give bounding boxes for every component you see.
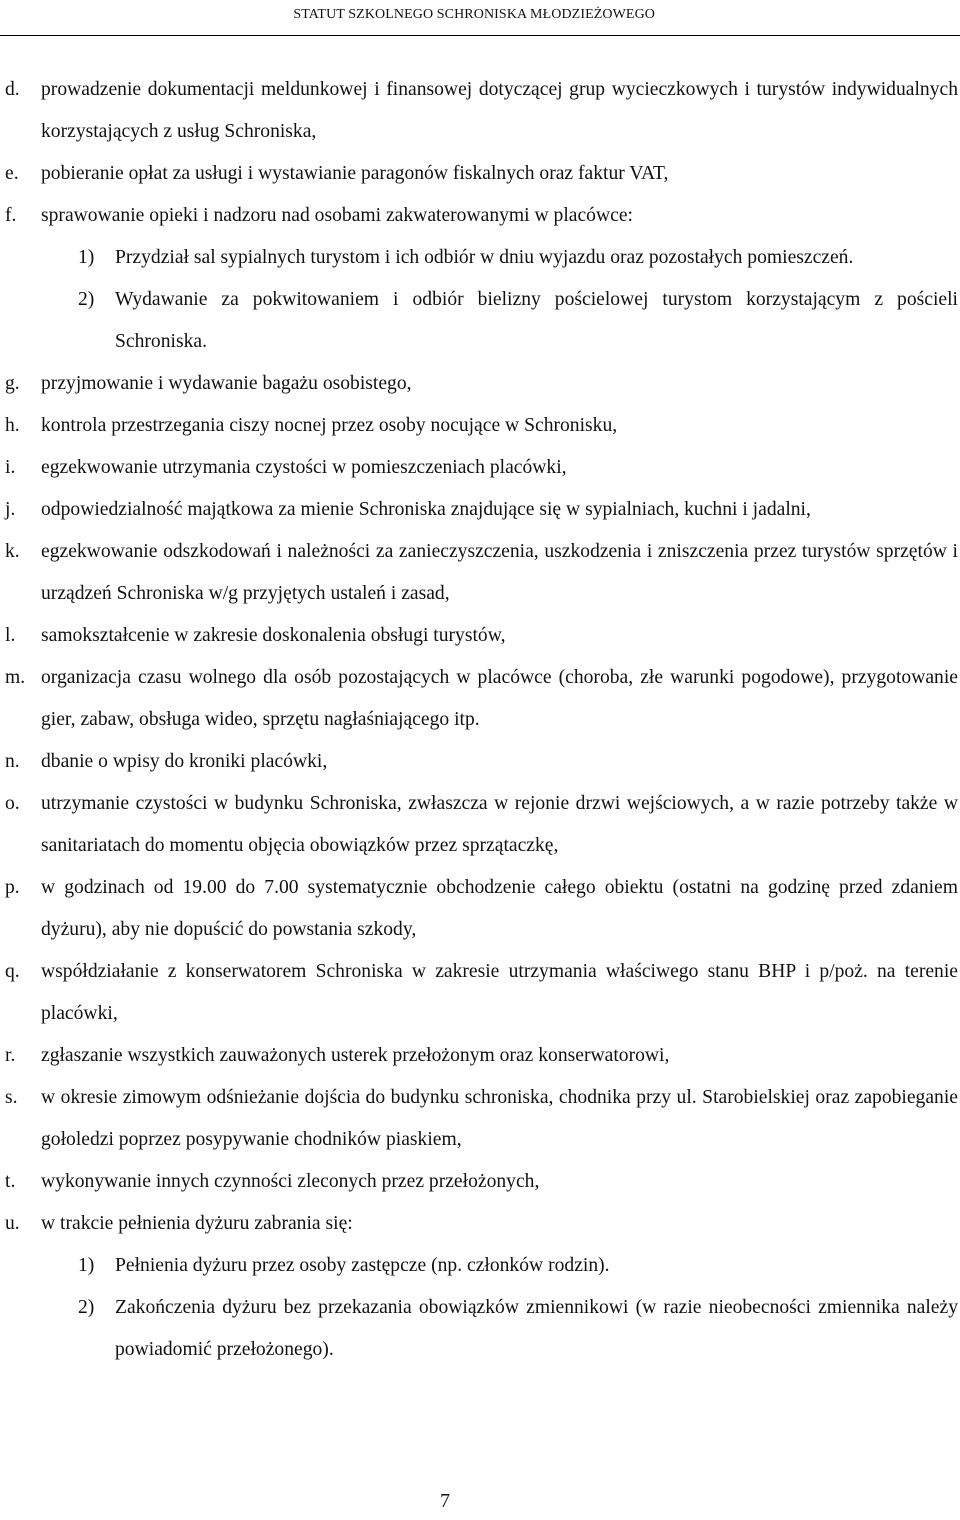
list-item-text: organizacja czasu wolnego dla osób pozostających w placówce (choroba, złe warunki pogodowe), przygotowanie gier, zabaw, obsługa wideo, sprzętu nagłaśniającego itp.: [41, 667, 958, 730]
list-item-text: egzekwowanie odszkodowań i należności za zanieczyszczenia, uszkodzenia i zniszczenia przez turystów sprzętów i urządzeń Schroniska w/g przyjętych ustaleń i zasad,: [41, 541, 958, 604]
list-marker: t.: [5, 1171, 16, 1192]
list-item: [5, 195, 958, 237]
list-marker: n.: [5, 751, 20, 772]
list-item: [5, 741, 958, 783]
list-item-text: egzekwowanie utrzymania czystości w pomieszczeniach placówki,: [41, 457, 567, 478]
list-item: [5, 867, 958, 951]
sub-list-marker: 1): [78, 247, 95, 268]
list-item: [5, 153, 958, 195]
list-marker: u.: [5, 1213, 20, 1234]
sub-list-item: [78, 1287, 958, 1371]
list-marker: f.: [5, 205, 17, 226]
list-item-text: samokształcenie w zakresie doskonalenia obsługi turystów,: [41, 625, 506, 646]
list-item: [5, 69, 958, 153]
list-item: [5, 783, 958, 867]
list-item: [5, 657, 958, 741]
running-header: [0, 4, 960, 26]
list-item-text: pobieranie opłat za usługi i wystawianie paragonów fiskalnych oraz faktur VAT,: [41, 163, 669, 184]
list-item: [5, 405, 958, 447]
sub-list-marker: 1): [78, 1255, 95, 1276]
list-item-text: w trakcie pełnienia dyżuru zabrania się:: [41, 1213, 353, 1234]
header-rule: [0, 35, 960, 36]
header-title: STATUT SZKOLNEGO SCHRONISKA MŁODZIEŻOWEGO: [293, 7, 655, 22]
list-item: [5, 951, 958, 1035]
list-item-text: sprawowanie opieki i nadzoru nad osobami zakwaterowanymi w placówce:: [41, 205, 633, 226]
sub-list-item-text: Przydział sal sypialnych turystom i ich odbiór w dniu wyjazdu oraz pozostałych pomieszczeń.: [115, 247, 854, 268]
list-marker: i.: [5, 457, 16, 478]
list-item: [5, 447, 958, 489]
list-item-text: prowadzenie dokumentacji meldunkowej i finansowej dotyczącej grup wycieczkowych i turystów indywidualnych korzystających z usług Schroniska,: [41, 79, 958, 142]
list-item: [5, 489, 958, 531]
list-marker: h.: [5, 415, 20, 436]
list-item-text: przyjmowanie i wydawanie bagażu osobistego,: [41, 373, 412, 394]
sub-list-item: [78, 279, 958, 363]
list-item-text: wykonywanie innych czynności zleconych przez przełożonych,: [41, 1171, 540, 1192]
list-item-text: w okresie zimowym odśnieżanie dojścia do budynku schroniska, chodnika przy ul. Starobielskiej oraz zapobieganie gołoledzi poprzez posypywanie chodników piaskiem,: [41, 1087, 958, 1150]
list-marker: e.: [5, 163, 19, 184]
list-marker: m.: [5, 667, 26, 688]
list-item: [5, 615, 958, 657]
list-item-text: zgłaszanie wszystkich zauważonych usterek przełożonym oraz konserwatorowi,: [41, 1045, 670, 1066]
sub-list-item: [78, 1245, 958, 1287]
sub-list-marker: 2): [78, 289, 95, 310]
list-item-text: odpowiedzialność majątkowa za mienie Schroniska znajdujące się w sypialniach, kuchni i jadalni,: [41, 499, 811, 520]
list-item-text: utrzymanie czystości w budynku Schroniska, zwłaszcza w rejonie drzwi wejściowych, a w razie potrzeby także w sanitariatach do momentu objęcia obowiązków przez sprzątaczkę,: [41, 793, 958, 856]
list-item-text: dbanie o wpisy do kroniki placówki,: [41, 751, 328, 772]
sub-list-item-text: Wydawanie za pokwitowaniem i odbiór bielizny pościelowej turystom korzystającym z pościeli Schroniska.: [115, 289, 958, 352]
list-item: [5, 1203, 958, 1245]
list-item-text: współdziałanie z konserwatorem Schroniska w zakresie utrzymania właściwego stanu BHP i p/poż. na terenie placówki,: [41, 961, 958, 1024]
list-marker: l.: [5, 625, 16, 646]
document-body: [0, 69, 960, 1371]
list-item: [5, 1077, 958, 1161]
list-marker: s.: [5, 1087, 18, 1108]
list-item: [5, 1035, 958, 1077]
list-marker: k.: [5, 541, 20, 562]
sub-list-item-text: Pełnienia dyżuru przez osoby zastępcze (np. członków rodzin).: [115, 1255, 610, 1276]
list-item: [5, 531, 958, 615]
list-item: [5, 363, 958, 405]
list-item-text: w godzinach od 19.00 do 7.00 systematycznie obchodzenie całego obiektu (ostatni na godzinę przed zdaniem dyżuru), aby nie dopuścić do powstania szkody,: [41, 877, 958, 940]
list-marker: p.: [5, 877, 20, 898]
list-marker: j.: [5, 499, 16, 520]
sub-list-marker: 2): [78, 1297, 95, 1318]
list-marker: d.: [5, 79, 20, 100]
list-item: [5, 1161, 958, 1203]
page-number-text: 7: [440, 1490, 450, 1512]
list-item-text: kontrola przestrzegania ciszy nocnej przez osoby nocujące w Schronisku,: [41, 415, 618, 436]
sub-list-item: [78, 237, 958, 279]
page-number: [0, 1486, 960, 1516]
list-marker: r.: [5, 1045, 16, 1066]
sub-list-item-text: Zakończenia dyżuru bez przekazania obowiązków zmiennikowi (w razie nieobecności zmiennika należy powiadomić przełożonego).: [115, 1297, 958, 1360]
list-marker: g.: [5, 373, 20, 394]
list-marker: q.: [5, 961, 20, 982]
list-marker: o.: [5, 793, 20, 814]
